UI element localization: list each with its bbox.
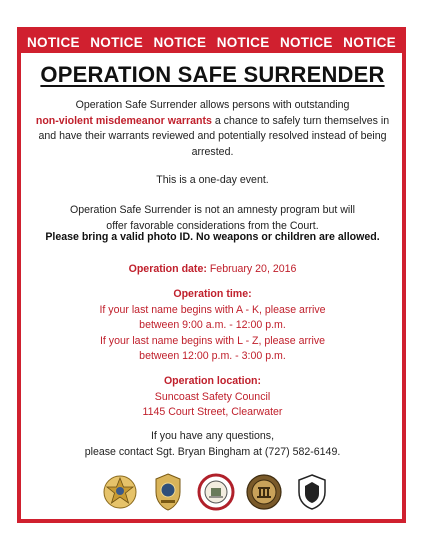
notice-word: NOTICE [216,34,270,50]
police-badge-icon [148,471,188,513]
contact-line-2: please contact Sgt. Bryan Bingham at (727) 582-6149. [84,445,341,458]
location-line: Suncoast Safety Council [154,390,271,403]
court-seal-icon [244,471,284,513]
agency-logos [100,470,332,514]
public-defender-seal-icon [292,471,332,513]
intro-text-end: a chance to safely turn themselves in and have their warrants reviewed and potentially resolved instead of being arrested. [38,114,390,158]
county-seal-icon [196,471,236,513]
one-day-note: This is a one-day event. [156,174,269,186]
notice-word: NOTICE [27,34,80,50]
notice-word: NOTICE [279,34,333,50]
amnesty-line-1: Operation Safe Surrender is not an amnesty program but will [70,204,355,216]
sheriff-star-badge-icon [100,471,140,513]
notice-word: NOTICE [153,34,207,50]
notice-banner [21,31,402,53]
operation-date [30,262,395,278]
photo-id-requirement: Please bring a valid photo ID. No weapons or children are allowed. [45,231,380,243]
operation-time-label: Operation time: [173,288,252,300]
operation-time [30,287,395,365]
operation-date-value: February 20, 2016 [206,263,297,275]
operation-location [30,374,395,421]
warrant-type-highlight: non-violent misdemeanor warrants [35,114,212,127]
time-line: between 9:00 a.m. - 12:00 p.m. [139,319,286,331]
notice-word: NOTICE [343,34,396,50]
time-line: between 12:00 p.m. - 3:00 p.m. [139,350,286,362]
location-line: 1145 Court Street, Clearwater [142,406,283,418]
intro-paragraph [30,98,395,160]
notice-word: NOTICE [90,34,144,50]
time-line: If your last name begins with A - K, please arrive [99,303,326,316]
intro-text-start: Operation Safe Surrender allows persons with outstanding [75,99,350,111]
time-line: If your last name begins with L - Z, please arrive [99,334,326,347]
contact-info [30,429,395,460]
operation-date-label: Operation date: [128,263,207,275]
operation-location-label: Operation location: [163,375,262,387]
page-title: OPERATION SAFE SURRENDER [40,62,385,87]
amnesty-line-2: offer favorable considerations from the Court. [106,219,319,232]
contact-line-1: If you have any questions, [150,430,275,442]
